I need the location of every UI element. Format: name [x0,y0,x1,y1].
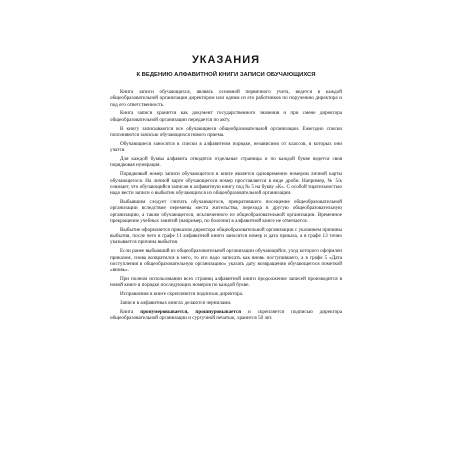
paragraph: Порядковый номер записи обучающегося в книге является одновременно номером личной карты обучающегося. На личной карте обучающегося номер проставляется в виде дроби. Например, № 5/к означает, что обучающийся записан в алфавитную книгу под № 5 на букву «К». С особой тщательностью надо вести записи о выбытии обучающихся из общеобразовательной организации. [110,171,342,197]
paragraph: Исправления в книге скрепляются подписью директора. [120,291,244,298]
paragraph: При полном использовании всех страниц алфавитной книги продолжение записей производится в новой книге в порядке последующих номеров по каждой букве. [110,276,342,289]
paragraph: Записи в алфавитных книгах делаются чернилами. [120,300,232,307]
paragraph: Обучающиеся заносятся в списки в алфавитном порядке, независимо от классов, в которых они учатся. [110,140,342,154]
final-paragraph [110,309,342,322]
paragraph: В книгу записываются все обучающиеся общеобразовательной организации. Ежегодно списки пополняются записью обучающихся нового приема. [110,125,342,138]
paragraph: Выбывшим следует считать обучающегося, прекратившего посещение общеобразовательной организации вследствие перемены места жительства, перехода в другую общеобразовательную организацию, а также обучающегося, исключенного из общеобразовательной организации. Временное прекращение учебных занятий (например, по болезни) в алфавитной книге не отмечается. [110,199,342,224]
paragraph: Книга записи хранится как документ государственного значения и при смене директора общеобразовательной организации передается по акту. [110,110,342,123]
final-paragraph-start: Книга [120,309,141,316]
document-title: УКАЗАНИЯ [191,54,261,66]
paragraph: Книга записи обучающихся, являясь основной первичного учета, ведется в каждой общеобразовательной организации директором или одним из его работников по поручению директора и под его ответственность. [110,89,342,108]
final-paragraph-emphasis: пронумеровывается, прошнуровывается [140,309,242,316]
document-subtitle: К ВЕДЕНИЮ АЛФАВИТНОЙ КНИГИ ЗАПИСИ ОБУЧАЮЩИХСЯ [136,72,316,78]
paragraph: Выбытие оформляется приказом директора общеобразовательной организации с указанием причины выбытия, после чего в графе 11 алфавитной книги заносятся номер и дата приказа, а в графе 13 точно указывается причина выбытия. [110,226,342,246]
final-paragraph-end: и скрепляется подписью директора общеобразовательной организации и сургучной печатью, хранится 50 лет. [110,309,343,322]
paragraph: Для каждой буквы алфавита отводятся отдельные страницы и по каждой букве ведется своя порядковая нумерация. [110,156,342,169]
paragraph: Если ранее выбывший из общеобразовательной организации обучающийся, уход которого оформлен приказом, снова возвратился в него, то его надо записать как вновь поступившего, а в графе 5 «Дата поступления в общеобразовательную организацию» указать дату возвращения обучающегося пометкой «вновь». [110,248,342,274]
